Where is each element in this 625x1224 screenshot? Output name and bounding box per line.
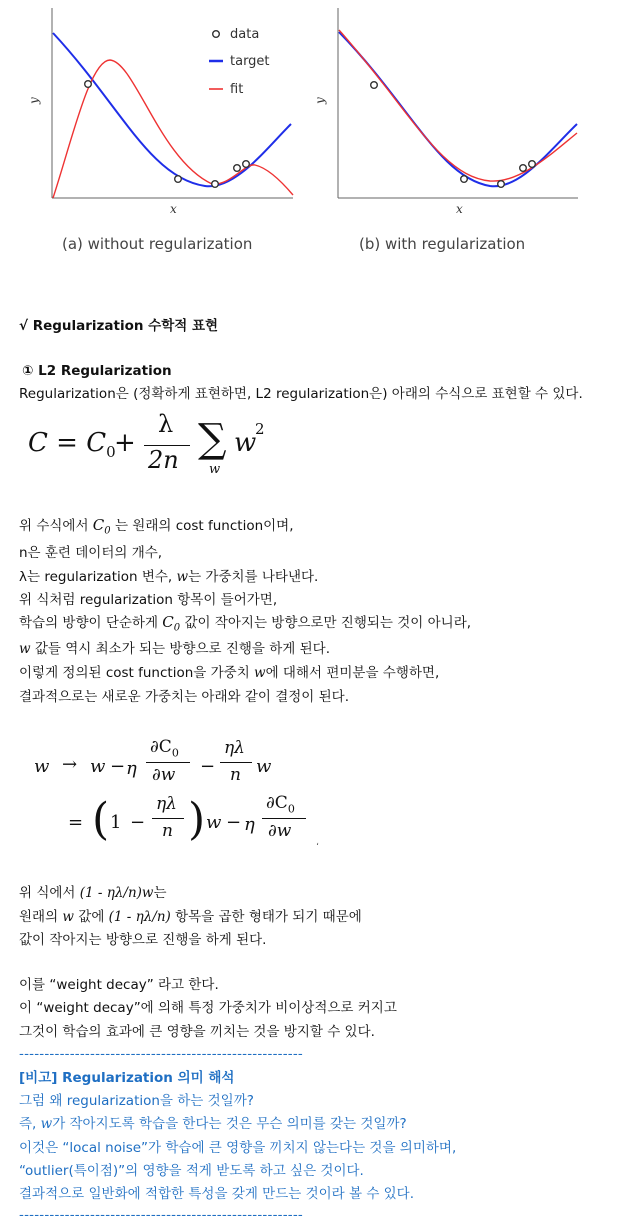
- plot-a-data-point: [85, 81, 92, 88]
- formula-2n: 2n: [148, 446, 179, 474]
- explain-line-7: 이렇게 정의된 cost function을 가중치 w에 대해서 편미분을 수행하면,: [19, 665, 440, 681]
- plot-a-y-label: y: [27, 97, 41, 104]
- note-line-5: 결과적으로 일반화에 적합한 특성을 갖게 만드는 것이라 볼 수 있다.: [19, 1186, 415, 1202]
- plot-a-x-label: x: [170, 202, 177, 216]
- decay-line-4: 이를 “weight decay” 라고 한다.: [19, 977, 219, 993]
- l2-title: ① L2 Regularization: [22, 363, 172, 379]
- plot-a-data-point: [234, 165, 241, 172]
- l2-cost-formula: $C = C_0$ + λ 2n ∑ w w 2: [28, 410, 265, 477]
- note-separator-bottom: --------------------------------------------------------: [19, 1207, 303, 1223]
- plot-b-x-label: x: [456, 202, 463, 216]
- note-title: [비고] Regularization 의미 해석: [19, 1070, 235, 1086]
- plot-b-data-point: [520, 165, 527, 172]
- note-line-3: 이것은 “local noise”가 학습에 큰 영향을 끼치지 않는다는 것을 의미하며,: [19, 1140, 457, 1156]
- caption-a: (a) without regularization: [62, 235, 253, 253]
- plot-a-data-point: [212, 181, 219, 188]
- weight-update-formula: w → w − η $\partial C_0$ ∂w − ηλ n w = ( 1 − ηλ n ) w − η $\partial C_0$ ∂w ،: [34, 737, 319, 848]
- note-line-4: “outlier(특이점)”의 영향을 적게 받도록 하고 싶은 것이다.: [19, 1163, 364, 1179]
- decay-line-6: 그것이 학습의 효과에 큰 영향을 끼치는 것을 방지할 수 있다.: [19, 1024, 375, 1040]
- explain-line-4: 위 식처럼 regularization 항목이 들어가면,: [19, 592, 278, 608]
- formula-lambda: λ: [158, 410, 174, 438]
- plot-b-fit-curve: [339, 30, 577, 181]
- explain-line-8: 결과적으로는 새로운 가중치는 아래와 같이 결정이 된다.: [19, 689, 349, 705]
- sum-sign: ∑: [198, 416, 227, 462]
- explain-line-6: w 값들 역시 최소가 되는 방향으로 진행을 하게 된다.: [19, 641, 331, 657]
- caption-b: (b) with regularization: [359, 235, 526, 253]
- plot-a-data-point: [243, 161, 250, 168]
- section-heading: √ Regularization 수학적 표현: [19, 318, 219, 334]
- l2-intro: Regularization은 (정확하게 표현하면, L2 regularization은) 아래의 수식으로 표현할 수 있다.: [19, 386, 583, 402]
- legend: [209, 27, 270, 97]
- legend-data-marker: [213, 31, 220, 38]
- plot-b-data-point: [461, 176, 468, 183]
- plot-b-data-point: [529, 161, 536, 168]
- plot-b: [313, 8, 578, 216]
- legend-target-label: target: [230, 54, 270, 69]
- explain-line-1: 위 수식에서 $C_0$ 는 원래의 cost function이며,: [19, 516, 294, 537]
- plot-b-data-point: [371, 82, 378, 89]
- regularization-figure: [0, 0, 625, 270]
- explain-line-2: n은 훈련 데이터의 개수,: [19, 545, 163, 561]
- explain-line-5: 학습의 방향이 단순하게 $C_0$ 값이 작아지는 방향으로만 진행되는 것이 아니라,: [19, 613, 472, 634]
- note-separator-top: --------------------------------------------------------: [19, 1046, 303, 1062]
- note-line-1: 그럼 왜 regularization을 하는 것일까?: [19, 1093, 254, 1109]
- formula-lhs: $C = C_0$: [28, 428, 116, 462]
- note-line-2: 즉, w가 작아지도록 학습을 한다는 것은 무슨 의미를 갖는 것일까?: [19, 1116, 407, 1132]
- plot-b-data-point: [498, 181, 505, 188]
- decay-line-5: 이 “weight decay”에 의해 특정 가중치가 비이상적으로 커지고: [19, 1000, 397, 1016]
- explain-line-3: λ는 regularization 변수, w는 가중치를 나타낸다.: [19, 569, 319, 585]
- legend-data-label: data: [230, 27, 260, 42]
- decay-line-1: 위 식에서 (1 - ηλ/n)w는: [19, 885, 167, 901]
- plot-b-target-curve: [339, 32, 577, 186]
- plot-a: [27, 8, 293, 216]
- decay-line-2: 원래의 w 값에 (1 - ηλ/n) 항목을 곱한 형태가 되기 때문에: [19, 909, 362, 925]
- legend-fit-label: fit: [230, 82, 244, 97]
- plot-b-y-label: y: [313, 97, 327, 104]
- plot-a-data-point: [175, 176, 182, 183]
- decay-line-3: 값이 작아지는 방향으로 진행을 하게 된다.: [19, 932, 267, 948]
